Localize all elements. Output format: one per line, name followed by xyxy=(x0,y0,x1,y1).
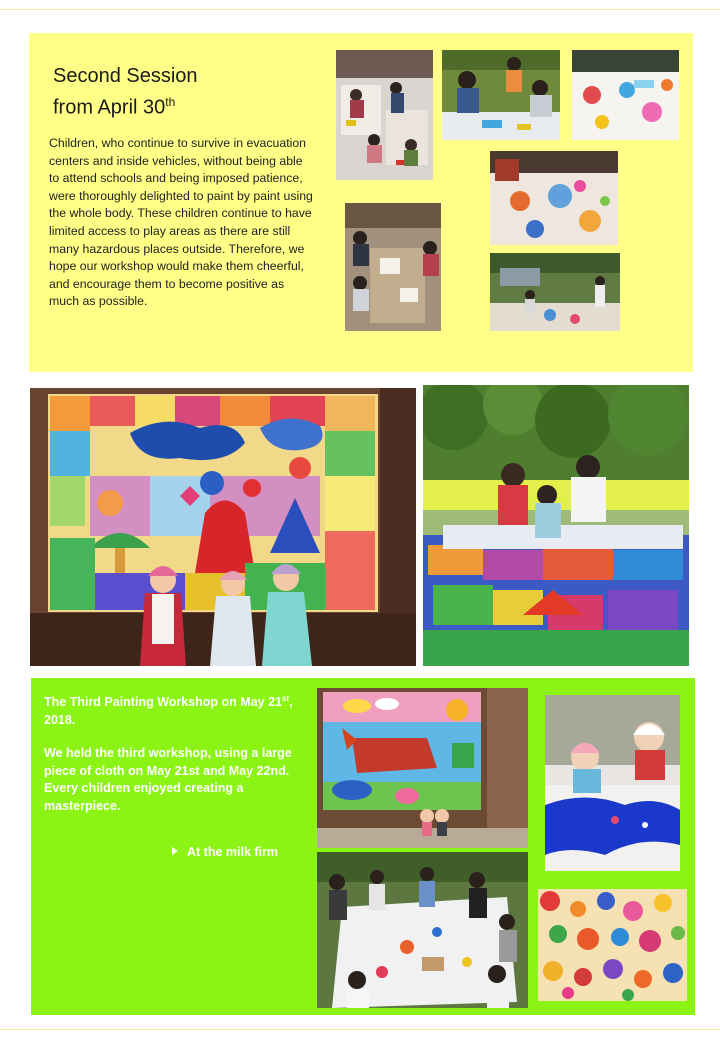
third-session-body: We held the third workshop, using a large piece of cloth on May 21st and May 22nd. Every children enjoyed creating a masterpiece. xyxy=(44,746,292,813)
photo-colorful-dotted-painting xyxy=(538,889,687,1001)
second-session-title xyxy=(53,63,198,121)
photo-children-drawing-at-table xyxy=(345,203,441,331)
location-bullet: At the milk firm xyxy=(172,845,278,859)
photo-children-painting-floor xyxy=(336,50,433,180)
bottom-rule xyxy=(0,1029,720,1030)
photo-colorful-cloth xyxy=(572,50,679,140)
second-session-body: Children, who continue to survive in evacuation centers and inside vehicles, without being able to attend schools and being imposed patience, were thoroughly delighted to paint by paint using the whole body. These children continue to have limited access to play areas as there are still many hazardous places outside. Therefore, we hope our workshop would make them cheerful, and encourage them to become positive as much as possible. xyxy=(49,136,313,309)
third-session-heading: The Third Painting Workshop on May 21st, 2018. xyxy=(44,694,293,727)
title-line-1: Second Session xyxy=(53,65,198,87)
photo-mother-children-in-park xyxy=(423,385,689,666)
photo-child-painting-blue xyxy=(545,695,680,871)
third-session-panel xyxy=(31,678,695,1015)
third-session-text xyxy=(44,690,306,831)
top-rule xyxy=(0,9,720,10)
title-line-2: from April 30th xyxy=(53,95,176,119)
photo-three-girls-with-painting xyxy=(30,388,416,666)
triangle-bullet-icon xyxy=(172,847,178,855)
photo-painting-outdoors-vehicles xyxy=(490,253,620,331)
photo-boys-painting-on-grass xyxy=(442,50,560,140)
photo-painted-cloth-overhead xyxy=(490,151,618,245)
second-session-panel xyxy=(29,33,693,372)
photo-group-painting-white-cloth xyxy=(317,852,528,1008)
photo-cow-painting xyxy=(317,688,528,848)
